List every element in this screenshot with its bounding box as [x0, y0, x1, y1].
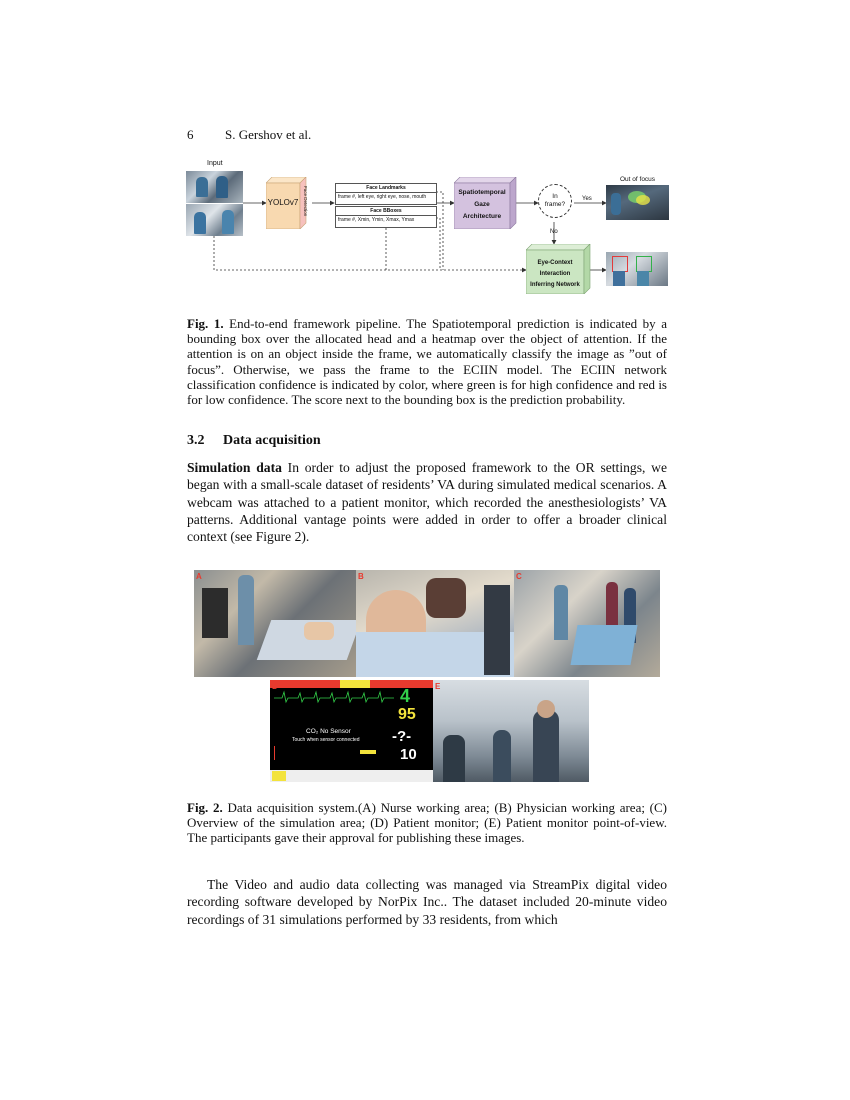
section-heading: [187, 433, 321, 449]
panel-b-tag: B: [358, 572, 364, 581]
panel-a-tag: A: [196, 572, 202, 581]
face-bboxes-title: Face BBoxes: [370, 208, 402, 214]
monitor-unknown-value: -?-: [392, 728, 412, 745]
out-of-focus-frame: [606, 185, 669, 220]
input-frame-top: [186, 171, 243, 203]
paragraph-lead: Simulation data: [187, 460, 282, 475]
stga-label: Spatiotemporal Gaze Architecture: [458, 189, 506, 220]
input-label: Input: [207, 160, 223, 167]
out-of-focus-label: Out of focus: [620, 176, 656, 183]
figure-2-panel-c: [514, 570, 660, 677]
section-number: 3.2: [187, 433, 205, 448]
running-header: [187, 127, 311, 143]
paragraph-2-text: The Video and audio data collecting was managed via StreamPix digital video recording software developed by NorPix Inc.. The dataset included 20-minute video recordings of 31 simulations performed by 33 residents, from which: [187, 877, 667, 927]
figure-2-panel-b: [356, 570, 514, 677]
face-landmarks-row: frame #, left eye, right eye, nose, mouth: [336, 192, 436, 201]
page-number: 6: [187, 127, 194, 142]
panel-d-tag: D: [272, 682, 278, 691]
caption-2-label: Fig. 2.: [187, 800, 223, 815]
section-title: Data acquisition: [223, 433, 321, 448]
face-detection-label: Face Detection: [303, 186, 308, 217]
paragraph-simulation-data: [187, 459, 667, 545]
face-landmarks-title: Face Landmarks: [366, 185, 406, 191]
ecg-waveform: [274, 690, 394, 704]
figure-2-panel-a: [194, 570, 356, 677]
face-bboxes-box: [335, 206, 437, 228]
figure-1-caption: [187, 316, 667, 407]
panel-c-tag: C: [516, 572, 522, 581]
caption-1-label: Fig. 1.: [187, 316, 224, 331]
monitor-heart-rate: 4: [400, 686, 411, 706]
paragraph-1-text: In order to adjust the proposed framework to the OR settings, we began with a small-scale dataset of residents’ VA during simulated medical scenarios. A webcam was attached to a patient monitor, which recorded the anesthesiologists’ VA patterns. Additional vantage points were added in order to offer a broader clinical context (see Figure 2).: [187, 460, 667, 545]
eciin-label: Eye-Context Interaction Inferring Network: [530, 260, 580, 288]
input-frame-bottom: [186, 204, 243, 236]
pipeline-connectors: [186, 160, 670, 300]
monitor-spo2: 95: [398, 706, 416, 723]
panel-e-tag: E: [435, 682, 441, 691]
eciin-output-frame: [606, 252, 668, 286]
monitor-resp: 10: [400, 746, 417, 763]
caption-1-text: End-to-end framework pipeline. The Spatiotemporal prediction is indicated by a bounding box over the allocated head and a heatmap over the object of attention. If the attention is on an object inside the frame, we automatically classify the image as ”out of focus”. Otherwise, we pass the frame to the ECIIN model. The ECIIN network classification confidence is indicated by color, where green is for high confidence and red is for low confidence. The score next to the bounding box is the prediction probability.: [187, 316, 667, 408]
figure-2-panel-d: [270, 680, 433, 782]
caption-2-text: Data acquisition system.(A) Nurse working area; (B) Physician working area; (C) Overview of the simulation area; (D) Patient monitor; (E) Patient monitor point-of-view. The participants gave their approval for publishing these images.: [187, 800, 667, 846]
monitor-co2-sub: Touch when sensor connected: [292, 737, 360, 743]
face-landmarks-box: [335, 183, 437, 205]
running-title: S. Gershov et al.: [225, 127, 312, 142]
face-bboxes-row: frame #, Xmin, Ymin, Xmax, Ymax: [336, 215, 436, 224]
in-frame-decision: In frame?: [538, 184, 572, 218]
yolo-label: YOLOv7: [267, 198, 299, 207]
monitor-co2-title: CO₂ No Sensor: [306, 728, 351, 735]
figure-2-panel-e: [433, 680, 589, 782]
paragraph-video-data: [187, 876, 667, 928]
yes-label: Yes: [582, 196, 592, 202]
figure-2-caption: [187, 800, 667, 846]
figure-1-pipeline-diagram: [186, 160, 670, 300]
no-label: No: [550, 229, 558, 235]
